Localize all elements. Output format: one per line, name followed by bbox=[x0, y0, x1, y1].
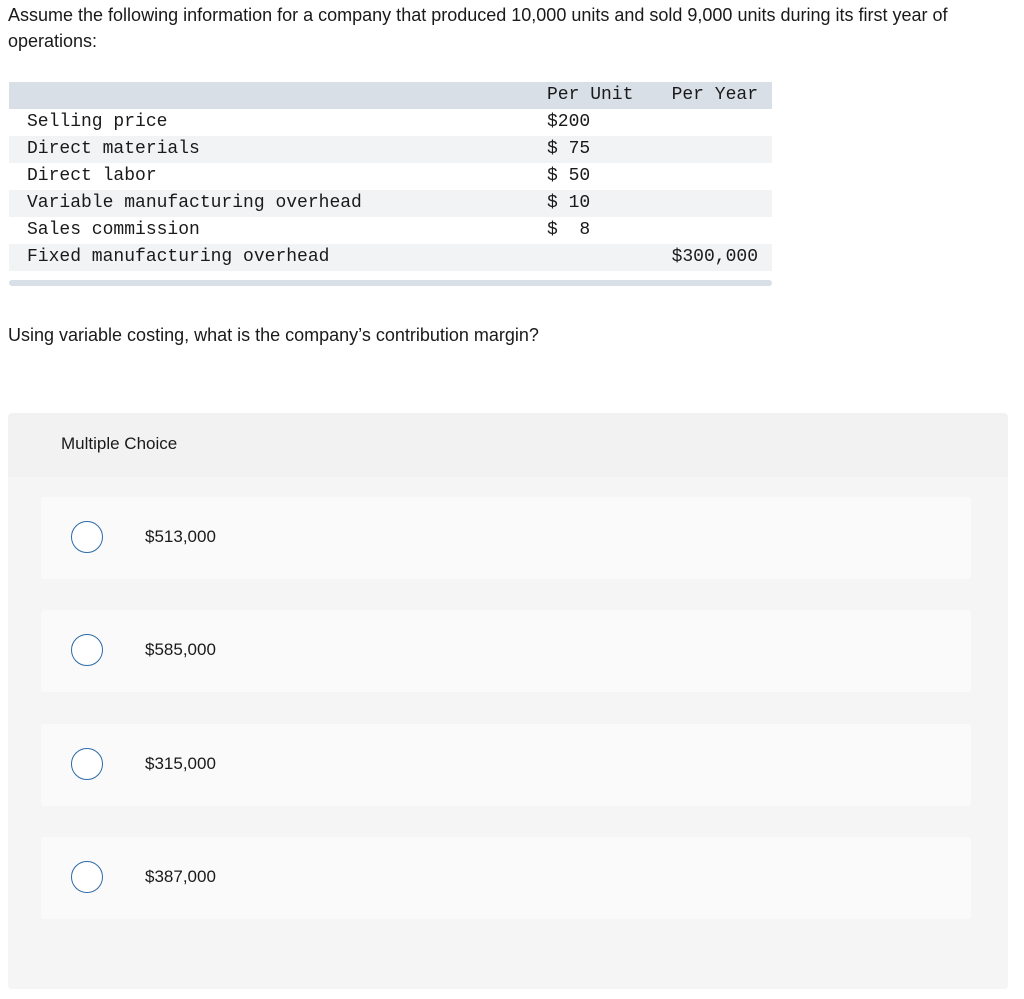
row-per-year bbox=[637, 217, 772, 244]
multiple-choice-panel bbox=[8, 413, 1008, 989]
header-per-unit: Per Unit bbox=[547, 85, 634, 105]
multiple-choice-header: Multiple Choice bbox=[61, 434, 178, 453]
table-header-row bbox=[9, 82, 772, 109]
row-label: Direct labor bbox=[27, 166, 157, 186]
row-per-year bbox=[637, 190, 772, 217]
row-label: Sales commission bbox=[27, 220, 200, 240]
row-per-unit: $200 bbox=[547, 112, 591, 132]
radio-button[interactable] bbox=[71, 634, 103, 666]
choice-label: $585,000 bbox=[145, 640, 216, 659]
radio-button[interactable] bbox=[71, 748, 103, 780]
row-per-year: $300,000 bbox=[671, 247, 758, 267]
row-per-year bbox=[637, 163, 772, 190]
row-label: Direct materials bbox=[27, 139, 200, 159]
row-per-unit: $ 50 bbox=[547, 166, 591, 186]
radio-button[interactable] bbox=[71, 521, 103, 553]
header-label bbox=[9, 82, 547, 109]
row-label: Selling price bbox=[27, 112, 168, 132]
table-row bbox=[9, 190, 772, 217]
choice-option[interactable] bbox=[41, 497, 971, 579]
choice-option[interactable] bbox=[41, 610, 971, 692]
row-label: Fixed manufacturing overhead bbox=[27, 247, 330, 267]
cost-data-table bbox=[9, 82, 772, 271]
choice-option[interactable] bbox=[41, 837, 971, 919]
row-per-year bbox=[637, 109, 772, 136]
row-per-year bbox=[637, 136, 772, 163]
question-text: Using variable costing, what is the company’s contribution margin? bbox=[8, 325, 539, 345]
row-per-unit bbox=[547, 244, 637, 271]
radio-button[interactable] bbox=[71, 861, 103, 893]
row-per-unit: $ 8 bbox=[547, 220, 591, 240]
table-row bbox=[9, 136, 772, 163]
intro-text: Assume the following information for a company that produced 10,000 units and sold 9,000 units during its first year of operations: bbox=[8, 5, 948, 51]
multiple-choice-options bbox=[8, 477, 1008, 989]
row-per-unit: $ 75 bbox=[547, 139, 591, 159]
table-row bbox=[9, 244, 772, 271]
table-row bbox=[9, 163, 772, 190]
choice-label: $513,000 bbox=[145, 527, 216, 546]
choice-option[interactable] bbox=[41, 724, 971, 806]
choice-label: $315,000 bbox=[145, 754, 216, 773]
row-label: Variable manufacturing overhead bbox=[27, 193, 362, 213]
row-per-unit: $ 10 bbox=[547, 193, 591, 213]
choice-label: $387,000 bbox=[145, 867, 216, 886]
table-row bbox=[9, 217, 772, 244]
table-footer-divider bbox=[9, 280, 772, 286]
table-row bbox=[9, 109, 772, 136]
header-per-year: Per Year bbox=[671, 85, 758, 105]
